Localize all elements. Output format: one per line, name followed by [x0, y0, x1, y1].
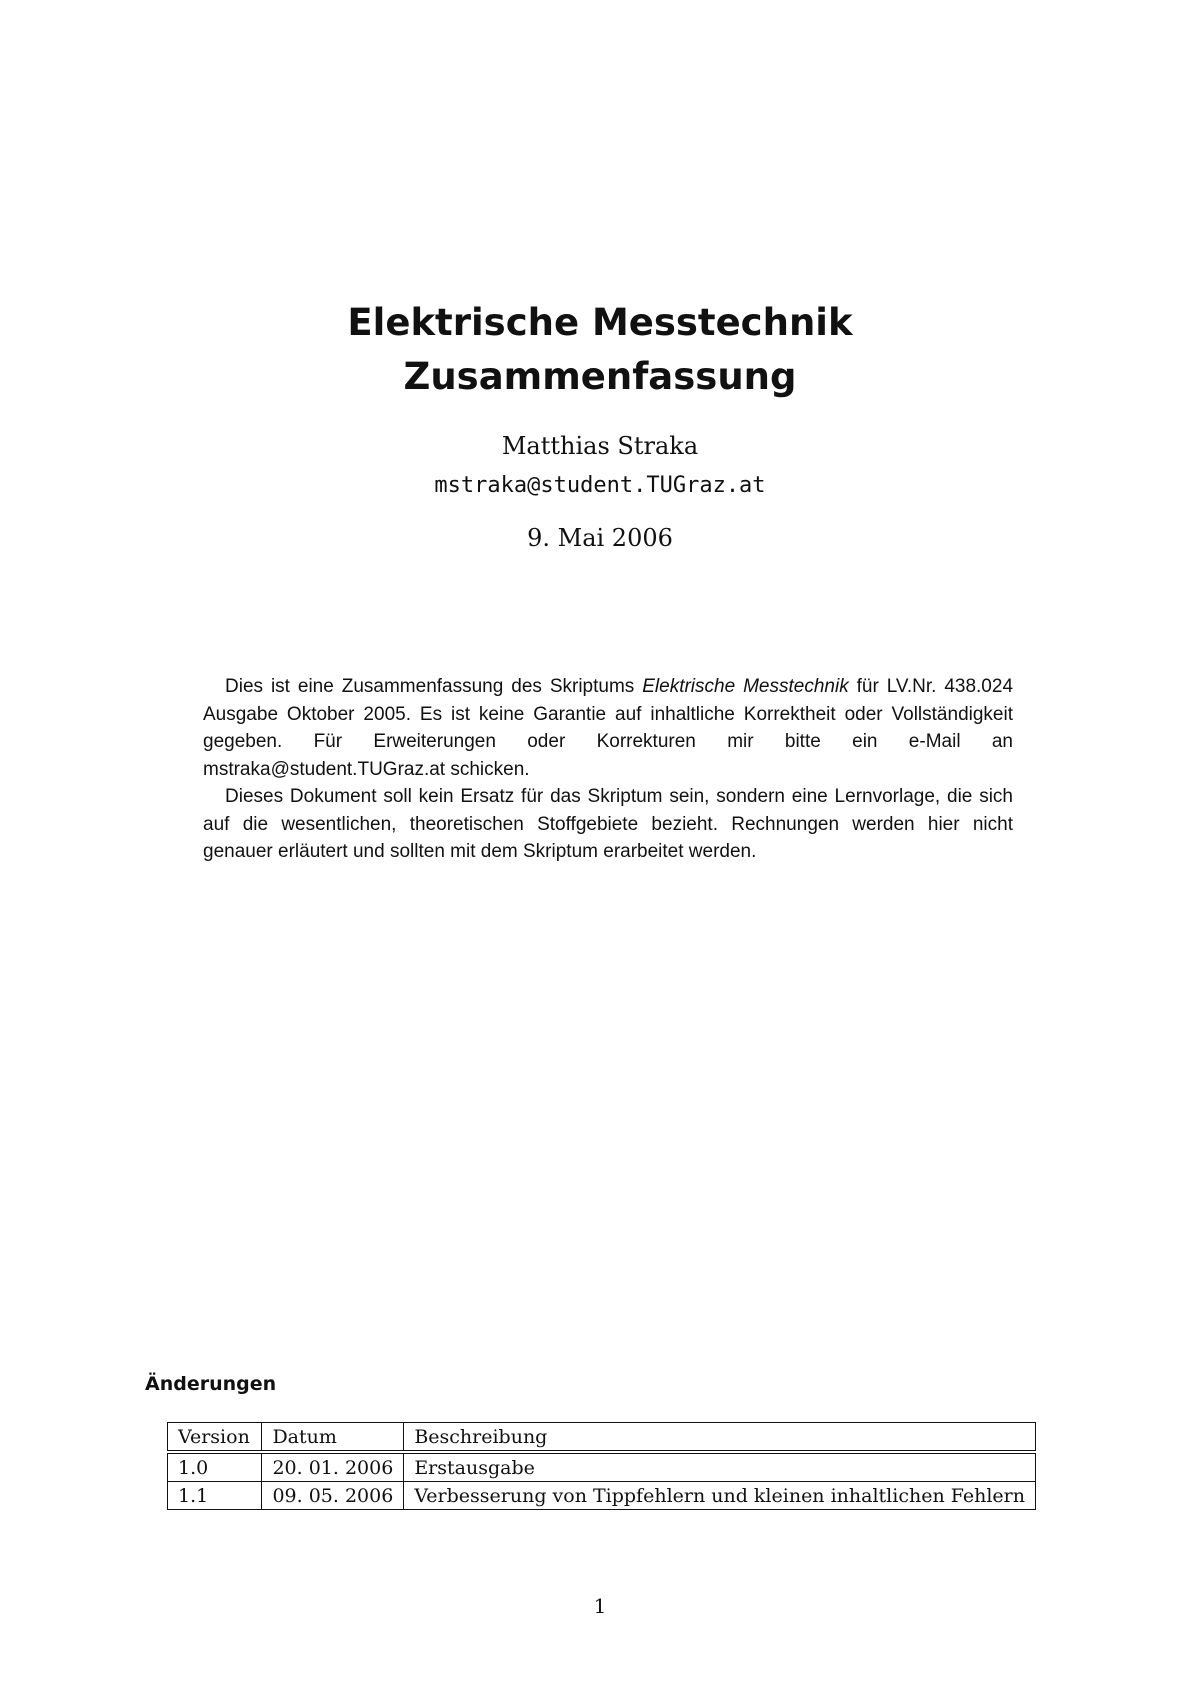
author-email: mstraka@student.TUGraz.at	[434, 473, 766, 498]
changes-heading: Änderungen	[145, 1373, 277, 1395]
cell-datum: 09. 05. 2006	[262, 1482, 404, 1510]
document-date: 9. Mai 2006	[527, 524, 673, 552]
title-line-2: Zusammenfassung	[403, 355, 797, 398]
page-number: 1	[593, 1594, 607, 1618]
cell-datum: 20. 01. 2006	[262, 1452, 404, 1482]
header-datum: Datum	[262, 1423, 404, 1453]
cell-version: 1.0	[168, 1452, 262, 1482]
table-row	[168, 1452, 1036, 1482]
cell-beschreibung: Verbesserung von Tippfehlern und kleinen inhaltlichen Fehlern	[404, 1482, 1036, 1510]
cell-beschreibung: Erstausgabe	[404, 1452, 1036, 1482]
abstract-paragraph-2: Dieses Dokument soll kein Ersatz für das Skriptum sein, sondern eine Lernvorlage, die sich auf die wesentlichen, theoretischen Stoffgebiete bezieht. Rechnungen werden hier nicht genauer erläutert und sollten mit dem Skriptum erarbeitet werden.	[203, 786, 1013, 862]
author-name: Matthias Straka	[501, 432, 699, 460]
abstract-p1-after: für LV.Nr. 438.024 Ausgabe Oktober 2005. Es ist keine Garantie auf inhaltliche Korrektheit oder Vollständigkeit gegeben. Für Erweiterungen oder Korrekturen mir bitte ein e-Mail an mstraka@student.TUGraz.at schicken.	[203, 676, 1014, 780]
header-beschreibung: Beschreibung	[404, 1423, 1036, 1453]
document-title	[0, 296, 1200, 404]
header-version: Version	[168, 1423, 262, 1453]
cell-version: 1.1	[168, 1482, 262, 1510]
abstract-paragraph-1	[203, 673, 1013, 783]
title-line-1: Elektrische Messtechnik	[347, 301, 853, 344]
abstract-p1-before: Dies ist eine Zusammenfassung des Skriptums	[225, 676, 643, 697]
abstract-p1-italic: Elektrische Messtechnik	[642, 676, 849, 697]
table-row	[168, 1482, 1036, 1510]
changes-table	[167, 1422, 1036, 1510]
table-header-row	[168, 1423, 1036, 1453]
abstract	[203, 673, 1013, 866]
